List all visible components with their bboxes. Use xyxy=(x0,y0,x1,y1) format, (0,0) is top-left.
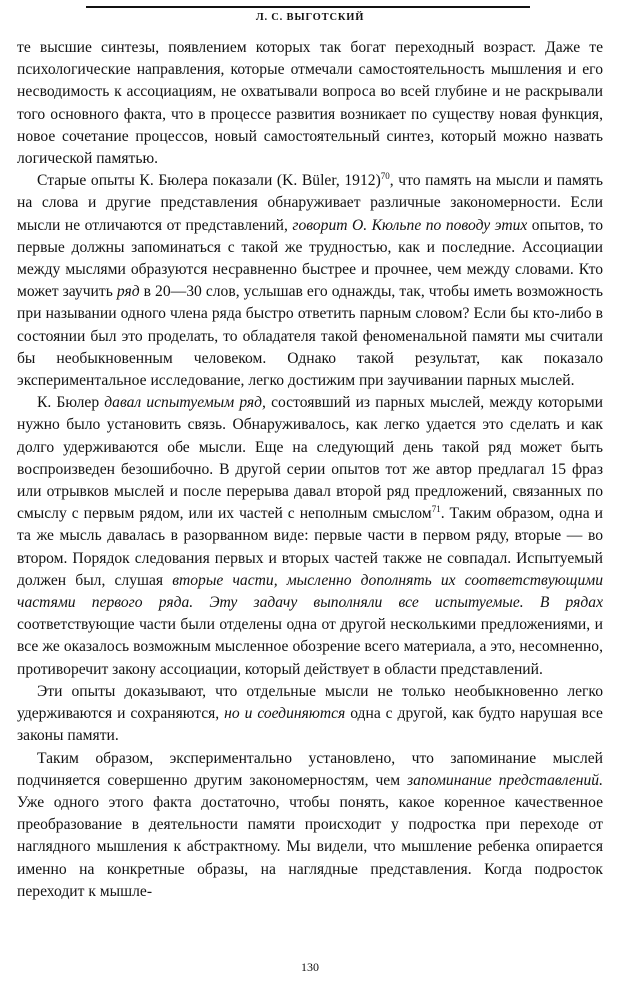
text-run: опытов, то первые должны запоминаться с такой же трудностью, как и последние. Ассоциации между мыслями образуются несравненно быстрее и прочнее, чем между словами. Кто может заучить xyxy=(17,216,603,301)
text-run: те высшие синтезы, появлением которых так богат переходный возраст. Даже те психологические направления, которые отмечали самостоятельность мышления и его несводимость к ассоциациям, не охватывали вопроса во всей глубине и не раскрывали того основного факта, что в процессе развития возникает по существу новая функция, новое сочетание процессов, новый самостоятельный синтез, который можно назвать логической памятью. xyxy=(17,39,603,168)
header-rule xyxy=(86,6,530,8)
text-run: одна с другой, как будто нарушая все законы памяти. xyxy=(17,705,603,745)
running-head: Л. С. ВЫГОТСКИЙ xyxy=(255,12,365,23)
text-run: одна и та же мысль давалась в разорванном виде: первые части в первом ряду, вторые — во втором. xyxy=(17,505,604,567)
text-run: Уже одного этого факта достаточно, чтобы понять, какое коренное качественное преобразование в деятельности памяти происходит у подростка при переходе от наглядного мышления к абстрактному. Мы видели, что мышление ребенка опирается именно на конкретные образы, на наглядные представления. Когда подросток переходит к мышле- xyxy=(17,793,603,900)
text-run: К. Бюлер xyxy=(37,394,105,412)
body-text xyxy=(17,37,603,903)
italic-text: ряд xyxy=(116,283,140,301)
footnote-reference: 71 xyxy=(431,504,441,515)
text-run: Таким образом, экспериментально установлено, что запоминание мыслей подчиняется совершенно другим закономерностям, чем xyxy=(17,749,603,789)
italic-text: говорит О. Кюльпе по поводу этих xyxy=(292,216,528,234)
paragraph xyxy=(17,681,603,748)
italic-text: вторые части, мысленно дополнять их соответствующими частями первого ряда. Эту задачу выполняли все испытуемые. В рядах xyxy=(17,571,603,612)
text-run: , что память на мысли и память на слова и другие представления обнаруживает различные закономерности. Если мысли не отличаются от представлений, xyxy=(17,172,603,234)
italic-text: запоминание представлений. xyxy=(407,771,603,789)
page-number: 130 xyxy=(301,960,319,974)
text-run: соответствующие части были отделены одна от другой несколькими предложениями, и все же оказалось возможным мысленное обозрение всего материала, а это, несомненно, противоречит закону ассоциации, который действует в области представлений. xyxy=(17,616,603,678)
italic-text: давал испытуемым ряд, xyxy=(104,394,266,412)
text-run: Старые опыты К. Бюлера показали (K. Büler, 1912) xyxy=(37,172,381,190)
text-run: в 20—30 слов, услышав его однажды, так, чтобы иметь возможность при назывании одного члена ряда быстро ответить парным словом? Если бы кто-либо в состоянии был это проделать, то обладателя такой феноменальной памяти мы считали бы необыкновенным человеком. Однако такой результат, как показало экспериментальное исследование, легко достижим при заучивании парных мыслей. xyxy=(17,283,604,390)
footnote-reference: 70 xyxy=(380,171,390,182)
text-run: Эти опыты доказывают, что отдельные мысли не только необыкновенно легко удерживаются и сохраняются, xyxy=(17,682,603,723)
paragraph xyxy=(17,170,603,392)
paragraph xyxy=(17,392,603,681)
text-run: Порядок следования первых и вторых частей также не совпадал. Испытуемый должен был, слушая xyxy=(17,549,603,589)
text-run: . Таким образом, xyxy=(440,505,560,523)
paragraph xyxy=(17,748,603,903)
italic-text: но и соединяются xyxy=(224,705,346,723)
text-run: состоявший из парных мыслей, между которыми нужно было установить связь. Обнаруживалось, как легко удается это сделать и как долго удерживаются обе мысли. Еще на следующий день такой ряд может быть воспроизведен безошибочно. В другой серии опытов тот же автор предлагал 15 фраз или отрывков мыслей и после перерыва давал второй ряд предложений, связанных по смыслу с первым рядом, или их частей с неполным смыслом xyxy=(17,394,604,523)
paragraph xyxy=(17,37,603,170)
